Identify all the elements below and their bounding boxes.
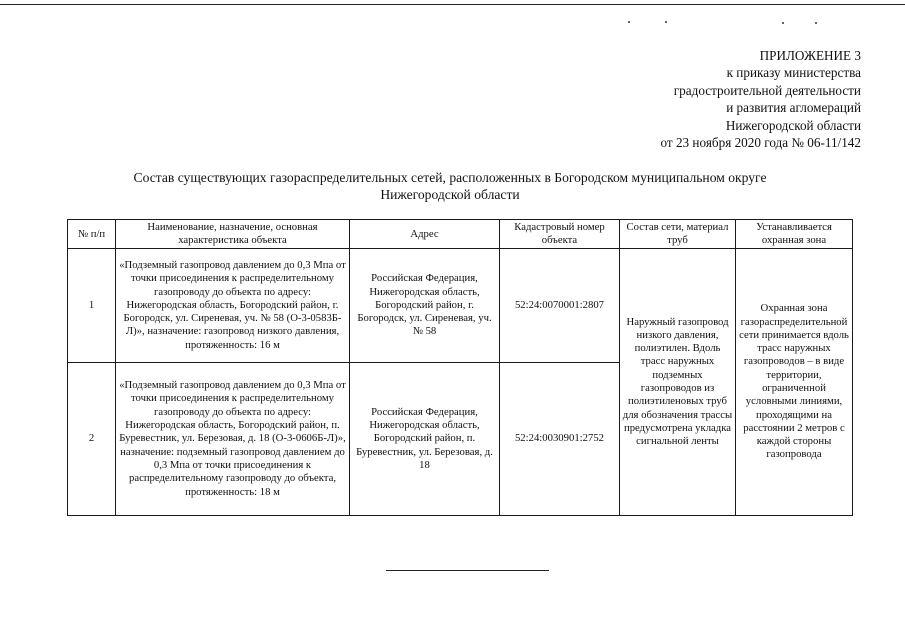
cadastral-number-cell: 52:24:0030901:2752 [500,363,620,516]
scan-artifact-dot [628,21,630,23]
scan-top-edge-line [0,4,905,5]
scan-artifact-dot [815,22,817,24]
appendix-title: ПРИЛОЖЕНИЕ 3 [759,48,861,63]
address-cell: Российская Федерация, Нижегородская область, Богородский район, п. Буревестник, ул. Березовая, д. 18 [350,363,500,516]
scan-artifact-dot [665,21,667,23]
scan-artifact-dot [782,22,784,24]
cadastral-number-cell: 52:24:0070001:2807 [500,249,620,363]
appendix-ministry-line: градостроительной деятельности [673,82,861,98]
document-title [60,169,840,203]
footer-separator-line [386,570,549,571]
address-cell: Российская Федерация, Нижегородская область, Богородский район, г. Богородск, ул. Сиреневая, уч. № 58 [350,249,500,363]
document-title-line: Нижегородской области [380,187,520,202]
table-header-row [68,220,853,249]
row-number-cell: 1 [68,249,116,363]
table-row [68,249,853,363]
row-number-cell: 2 [68,363,116,516]
appendix-date-line: от 23 ноября 2020 года № 06-11/142 [660,135,861,151]
appendix-header [660,47,861,151]
header-protection-zone: Устанавливается охранная зона [736,220,853,249]
header-cadastral-number: Кадастровый номер объекта [500,220,620,249]
object-name-cell: «Подземный газопровод давлением до 0,3 Мпа от точки присоединения к распределительному газопроводу до объекта по адресу: Нижегородская область, Богородский район, г. Богородск, ул. Сиреневая, уч. № 58 (О-3-0583Б-Л)», назначение: газопровод низкого давления, протяженность: 16 м [116,249,350,363]
header-address: Адрес [350,220,500,249]
object-name-cell: «Подземный газопровод давлением до 0,3 Мпа от точки присоединения к распределительному газопроводу до объекта по адресу: Нижегородская область, Богородский район, п. Буревестник, ул. Березовая, д. 18 (О-3-0606Б-Л)», назначение: подземный газопровод давлением до 0,3 Мпа от точки присоединения к распределительному газопроводу до объекта, протяженность: 18 м [116,363,350,516]
appendix-order-line: к приказу министерства [726,65,861,81]
header-network-composition: Состав сети, материал труб [620,220,736,249]
header-number: № п/п [68,220,116,249]
protection-zone-cell: Охранная зона газораспределительной сети принимается вдоль трасс наружных газопроводов – в виде территории, ограниченной условными линиями, проходящими на расстоянии 2 метров с каждой стороны газопровода [736,249,853,516]
gas-network-table [67,219,853,516]
appendix-region-line: Нижегородской области [725,117,861,133]
network-composition-cell: Наружный газопровод низкого давления, полиэтилен. Вдоль трасс наружных подземных газопроводов из полиэтиленовых труб для обозначения трассы предусмотрена укладка сигнальной ленты [620,249,736,516]
document-title-line: Состав существующих газораспределительных сетей, расположенных в Богородском муниципальном округе [133,170,767,185]
appendix-ministry-line: и развития агломераций [726,100,861,116]
header-object-name: Наименование, назначение, основная характеристика объекта [116,220,350,249]
